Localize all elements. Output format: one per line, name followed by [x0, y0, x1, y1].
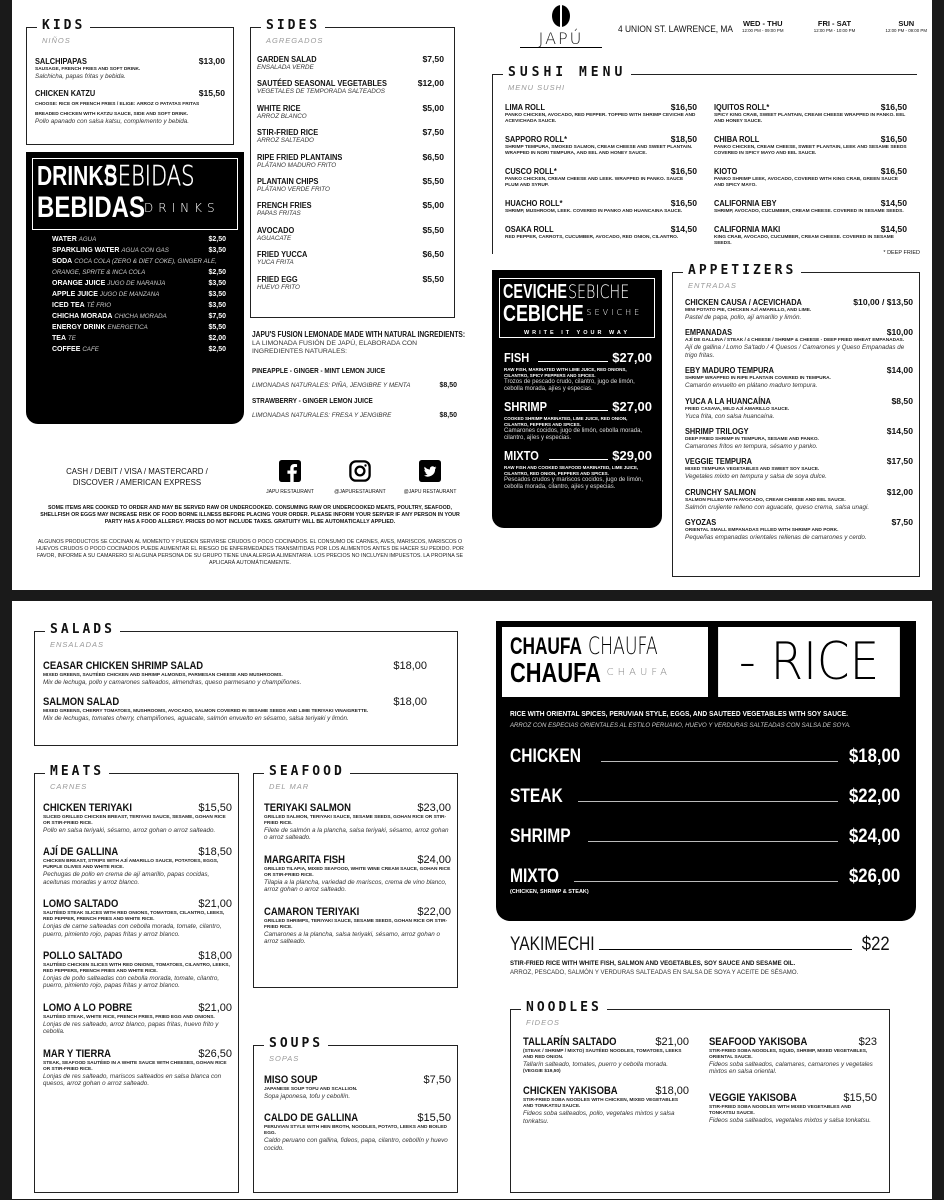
kids-subtitle: NIÑOS — [42, 36, 71, 45]
sides-title: SIDES — [261, 19, 325, 33]
drinks-list — [52, 234, 226, 355]
ceviche-title-2: CEBICHE — [503, 300, 584, 326]
menu-item: STEAK $22,00 — [510, 786, 900, 807]
facebook-icon — [279, 460, 301, 482]
menu-item: LOMO SALTADO $21,00 SAUTÉED STEAK SLICES WITH RED ONIONS, TOMATOES, CILANTRO, LEEKS, RED PEPPER, FRENCH FRIES AND WHITE RICE. Lonjas de carne salteadas con cebolla morada, tomate, cilantro, puerro, pimiento rojo, papas fritas y arroz blanco. — [43, 898, 232, 938]
deep-fried-note: * DEEP FRIED — [883, 250, 920, 256]
menu-item: CHIBA ROLL $16,50 PANKO CHICKEN, CREAM CHEESE, SWEET PLANTAIN, LEEK AND SESAME SEEDS COVERED IN SPICY MAYO AND EEL SAUCE. — [714, 134, 907, 156]
lemonade-section — [252, 330, 466, 420]
seafood-section — [253, 764, 458, 988]
menu-item: MIXTO $29,00 RAW FISH AND COOKED SEAFOOD MARINATED, LIME JUICE, CILANTRO, RED ONION, PEPPERS AND SPICES. Pescados crudos y mariscos cocidos, jugo de limón, cebolla morada, cilantro, ajíes y especias. — [504, 448, 652, 490]
drink-row: APPLE JUICE JUGO DE MANZANA $3,50 — [52, 291, 226, 298]
menu-item: MIXTO $26,00 — [510, 866, 900, 887]
drink-row: ORANGE, SPRITE & INCA COLA $2,50 — [52, 269, 226, 276]
ceviche-section — [492, 270, 662, 528]
menu-item: POLLO SALTADO $18,00 SAUTÉED CHICKEN SLICES WITH RED ONIONS, TOMATOES, CILANTRO, LEEKS, RED PEPPERS, FRENCH FRIES AND WHITE RICE. Lonjas de pollo salteadas con cebolla morada, tomate, cilantro, puerro, pimiento rojo, papas fritas y arroz blanco. — [43, 950, 232, 990]
menu-item: PLANTAIN CHIPS $5,50 PLÁTANO VERDE FRITO — [257, 176, 444, 194]
menu-item: AVOCADO $5,50 AGUACATE — [257, 224, 444, 242]
chaufa-list — [510, 746, 900, 895]
drinks-title-2-alt: DRINKS — [144, 201, 220, 215]
yakimechi-item: YAKIMECHI $22 STIR-FRIED RICE WITH WHITE FISH, SALMON AND VEGETABLES, SOY SAUCE AND SESAME OIL. ARROZ, PESCADO, SALMÓN Y VERDURAS SALTEADAS EN SALSA DE SOYA Y ACEITE DE SÉSAMO. — [510, 934, 890, 976]
menu-item: CALDO DE GALLINA $15,50 PERUVIAN STYLE WITH HEN BROTH, NOODLES, POTATO, LEEKS AND BOILED EGG. Caldo peruano con gallina, fideos, papa, cilantro, cebollín y huevo cocido. — [264, 1112, 451, 1152]
ceviche-list — [504, 350, 652, 491]
appetizers-section — [672, 263, 920, 577]
social-twitter[interactable]: @JAPU RESTAURANT — [400, 460, 460, 495]
menu-item: MARGARITA FISH $24,00 GRILLED TILAPIA, MIXED SEAFOOD, WHITE WINE CREAM SAUCE, GOHAN RICE OR STIR-FRIED RICE. Tilapia a la plancha, variedad de mariscos, crema de vino blanco, arroz gohan o arroz salteado. — [264, 853, 451, 894]
mixto-note: (CHICKEN, SHRIMP & STEAK) — [510, 889, 589, 895]
menu-item: MISO SOUP $7,50 JAPANESE SOUP TOFU AND SCALLION. Sopa japonesa, tofu y cebollín. — [264, 1074, 451, 1100]
chaufa-section — [496, 621, 916, 921]
opening-hours — [742, 19, 927, 33]
menu-item: LOMO A LO POBRE $21,00 SAUTÉED STEAK, WHITE RICE, FRENCH FRIES, FRIED EGG AND ONIONS. Lonjas de res salteado, arroz blanco, papas fritas, huevo frito y cebolla. — [43, 1001, 232, 1036]
menu-item: FRIED YUCCA $6,50 YUCA FRITA — [257, 249, 444, 267]
menu-item: CALIFORNIA MAKI $14,50 KING CRAB, AVOCADO, CUCUMBER, CREAM CHEESE. COVERED IN SESAME SEEDS. — [714, 224, 907, 246]
drink-row: ICED TEA TÉ FRIO $3,50 — [52, 302, 226, 309]
appetizers-subtitle: ENTRADAS — [688, 281, 737, 290]
menu-item: EMPANADAS $10,00 AJÍ DE GALLINA / STEAK / 4 CHEESE / SHRIMP & CHEESE - DEEP FRIED WHEAT EMPANADAS. Ají de gallina / Lomo Sa'tado / 4 Quesos / Camarones y Queso Empanadas de trigo fritas. — [685, 327, 913, 359]
chaufa-description: RICE WITH ORIENTAL SPICES, PERUVIAN STYLE, EGGS, AND SAUTEED VEGETABLES WITH SOY SAUCE. — [510, 709, 849, 718]
menu-item: SEAFOOD YAKISOBA $23 STIR-FRIED SOBA NOODLES, SQUID, SHRIMP, MIXED VEGETABLES, ORIENTAL SAUCE. Fideos soba salteados, calamares, camarones y vegetales mixtos en salsa oriental. — [709, 1036, 877, 1076]
logo-mark-icon — [551, 4, 571, 28]
menu-item: SHRIMP $27,00 COOKED SHRIMP MARINATED, LIME JUICE, RED ONION, CILANTRO, PEPPERS AND SPICES. Camarones cocidos, jugo de limón, cebolla morada, cilantro, ajíes y especias. — [504, 399, 652, 441]
seafood-subtitle: DEL MAR — [269, 782, 310, 791]
ceviche-tagline: WRITE IT YOUR WAY — [523, 330, 630, 336]
seafood-title: SEAFOOD — [264, 765, 350, 779]
drink-row: ENERGY DRINK ENERGETICA $5,50 — [52, 324, 226, 331]
menu-item: CHICKEN TERIYAKI $15,50 SLICED GRILLED CHICKEN BREAST, TERIYAKI SAUCE, SESAME, GOHAN RICE OR STIR-FRIED RICE. Pollo en salsa teriyaki, sésamo, arroz gohan o arroz salteado. — [43, 802, 232, 834]
menu-item: CALIFORNIA EBY $14,50 SHRIMP, AVOCADO, CUCUMBER, CREAM CHEESE. COVERED IN SESAME SEEDS. — [714, 198, 907, 214]
menu-item: SALCHIPAPAS $13,00 SAUSAGE, FRENCH FRIES AND SOFT DRINK. Salchicha, papas fritas y bebida. — [35, 56, 225, 80]
drink-row: CHICHA MORADA CHICHA MORADA $7,50 — [52, 313, 226, 320]
menu-item: AJÍ DE GALLINA $18,50 CHICKEN BREAST, STRIPS WITH AJÍ AMARILLO SAUCE, POTATOES, EGGS, PURPLE OLIVES AND WHITE RICE. Pechugas de pollo en crema de ají amarillo, papas cocidas, aceitunas moradas y arroz blanco. — [43, 846, 232, 886]
salads-title: SALADS — [45, 623, 120, 637]
social-facebook[interactable]: JAPU RESTAURANT — [260, 460, 320, 495]
menu-item: WHITE RICE $5,00 ARROZ BLANCO — [257, 102, 444, 120]
drinks-title-2: BEBIDAS — [37, 191, 146, 224]
ceviche-title-2-alt: SEVICHE — [586, 308, 643, 317]
menu-item: SAUTÉED SEASONAL VEGETABLES $12,00 VEGETALES DE TEMPORADA SALTEADOS — [257, 78, 444, 96]
meats-subtitle: CARNES — [50, 782, 88, 791]
menu-item: RIPE FRIED PLANTAINS $6,50 PLÁTANO MADURO FRITO — [257, 151, 444, 169]
drink-row: ORANGE JUICE JUGO DE NARANJA $3,50 — [52, 280, 226, 287]
meats-title: MEATS — [45, 765, 109, 779]
menu-item: FISH $27,00 RAW FISH, MARINATED WITH LIME JUICE, RED ONIONS, CILANTRO, SPICY PEPPERS AND SPICES. Trozos de pescado crudo, cilantro, jugo de limón, cebolla morada, ajíes y especias. — [504, 350, 652, 392]
menu-item: OSAKA ROLL $14,50 RED PEPPER, CARROTS, CUCUMBER, AVOCADO, RED ONION, CILANTRO. — [505, 224, 697, 240]
instagram-icon — [349, 460, 371, 482]
chaufa-header: CHAUFA CHAUFA CHAUFA CHAUFA — [502, 627, 708, 697]
menu-item: CHICKEN KATZU $15,50 CHOOSE: RICE OR FRENCH FRIES / ELIGE: ARROZ O PATATAS FRITAS BREADED CHICKEN WITH KATZU SAUCE, SIDE AND SOFT DRINK. Pollo apanado con salsa katsu, complemento y bebida. — [35, 88, 225, 126]
kids-title: KIDS — [37, 19, 90, 33]
menu-item: TALLARÍN SALTADO $21,00 (STEAK / SHRIMP / MIXTO) SAUTÉED NOODLES, TOMATOES, LEEKS AND RED ONION. Tallarín salteado, tomates, puerro y cebolla morada. (VEGGIE $19,50) — [523, 1036, 689, 1075]
ceviche-title-alt: SEBICHE — [567, 281, 630, 303]
menu-item: CRUNCHY SALMON $12,00 SALMON FILLED WITH AVOCADO, CREAM CHEESE AND EEL SAUCE. Salmón crujiente relleno con aguacate, queso crema, salsa unagi. — [685, 486, 913, 511]
social-instagram[interactable]: @JAPURESTAURANT — [330, 460, 390, 495]
kids-section — [26, 18, 234, 145]
sushi-subtitle: MENU SUSHI — [508, 83, 566, 92]
ceviche-title: CEVICHE — [503, 281, 568, 303]
rice-title: - RICE — [718, 627, 900, 697]
menu-item: STRAWBERRY - GINGER LEMON JUICE LIMONADAS NATURALES: FRESA Y JENGIBRE $8,50 — [252, 396, 457, 420]
appetizers-title: APPETIZERS — [683, 264, 801, 278]
soups-section — [253, 1036, 458, 1193]
sushi-title: SUSHI MENU — [503, 66, 631, 80]
disclaimer-es: ALGUNOS PRODUCTOS SE COCINAN AL MOMENTO Y PUEDEN SERVIRSE CRUDOS O POCO COCINADOS. EL CONSUMO DE CARNES, AVES, MARISCOS, MARISCOS O HUEVOS CRUDOS O POCO COCINADOS PUEDE AUMENTAR EL RIESGO DE ENFERMEDADES TRANSMITIDAS POR LOS ALIMENTOS ANTES DE HACER SU PEDIDO. POR FAVOR, INFORME A SU CAMARERO SI ALGUNA PERSONA DE SU GRUPO TIENE UNA ALERGIA ALIMENTARIA. LOS PRECIOS NO INCLUYEN IMPUESTOS. LA PROPINA SE APLICARÁ AUTOMÁTICAMENTE. — [36, 539, 464, 566]
menu-item: HUACHO ROLL* $16,50 SHRIMP, MUSHROOM, LEEK. COVERED IN PANKO AND HUANCAINA SAUCE. — [505, 198, 697, 214]
hours-block: SUN 12:00 PM - 09:00 PM — [885, 19, 927, 33]
soups-subtitle: SOPAS — [269, 1054, 300, 1063]
hours-block: WED - THU 12:00 PM - 09:00 PM — [742, 19, 784, 33]
menu-item: FRIED EGG $5,50 HUEVO FRITO — [257, 273, 444, 291]
disclaimer-en: SOME ITEMS ARE COOKED TO ORDER AND MAY BE SERVED RAW OR UNDERCOOKED. CONSUMING RAW OR UNDERCOOKED MEATS, POULTRY, SEAFOOD, SHELLFISH OR EGGS MAY INCREASE RISK OF FOOD BORNE ILLNESS BEFORE PLACING YOUR ORDER. PLEASE INFORM YOUR SERVER IF ANY PERSON IN YOUR PARTY HAS A FOOD ALLERGY. PRICES DO NOT INCLUDE TAXES. GRATUITY WILL BE AUTOMATICALLY APPLIED. — [40, 505, 460, 525]
noodles-section — [510, 1000, 890, 1193]
sushi-right-column — [714, 102, 907, 252]
social-links — [260, 460, 460, 495]
soups-title: SOUPS — [264, 1037, 328, 1051]
menu-item: TERIYAKI SALMON $23,00 GRILLED SALMON, TERIYAKI SAUCE, SESAME SEEDS, GOHAN RICE OR STIR-FRIED RICE. Filete de salmón a la plancha, salsa teriyaki, sésamo, arroz gohan o arroz salteado. — [264, 802, 451, 842]
drinks-section — [26, 152, 244, 424]
menu-item: EBY MADURO TEMPURA $14,00 SHRIMP WRAPPED IN RIPE PLANTAIN COVERED IN TEMPURA. Camarón envuelto en plátano maduro tempura. — [685, 365, 913, 390]
menu-item: CEASAR CHICKEN SHRIMP SALAD $18,00 MIXED GREENS, SAUTÉED CHICKEN AND SHRIMP ALMONDS, PARMESAN CHEESE AND MUSHROOMS. Mix de lechuga, pollo y camarones salteados, almendras, queso parmesano y champiñones. — [43, 660, 427, 686]
sides-subtitle: AGREGADOS — [266, 36, 324, 45]
menu-item: PINEAPPLE - GINGER - MINT LEMON JUICE LIMONADAS NATURALES: PIÑA, JENGIBRE Y MENTA $8,50 — [252, 366, 457, 389]
sushi-left-column — [505, 102, 697, 246]
menu-item: CHICKEN CAUSA / ACEVICHADA $10,00 / $13,50 MINI POTATO PIE, CHICKEN AJÍ AMARILLO, AND LIME. Pastel de papa, pollo, ají amarillo y limón. — [685, 297, 913, 321]
menu-item: IQUITOS ROLL* $16,50 SPICY KING CRAB, SWEET PLANTAIN, CREAM CHEESE WRAPPED IN PANKO. EEL AND HONEY SAUCE. — [714, 102, 907, 124]
menu-item: FRENCH FRIES $5,00 PAPAS FRITAS — [257, 200, 444, 218]
menu-item: STIR-FRIED RICE $7,50 ARROZ SALTEADO — [257, 127, 444, 145]
noodles-subtitle: FIDEOS — [526, 1018, 560, 1027]
drink-row: COFFEE CAFE $2,50 — [52, 346, 226, 353]
lemonade-subtitle: LA LIMONADA FUSIÓN DE JAPÚ, ELABORADA CON INGREDIENTES NATURALES: — [252, 340, 418, 355]
menu-item: GARDEN SALAD $7,50 ENSALADA VERDE — [257, 54, 444, 71]
menu-item: SALMON SALAD $18,00 MIXED GREENS, CHERRY TOMATOES, MUSHROOMS, AVOCADO, SALMON COVERED IN SESAME SEEDS AND LIME TERIYAKI VINAIGRETTE. Mix de lechugas, tomates cherry, champiñones, aguacate, salmón envuelto en sésamo, salsa teriyaki y limón. — [43, 696, 427, 723]
menu-page-2 — [12, 601, 932, 1199]
menu-item: CAMARON TERIYAKI $22,00 GRILLED SHRIMPS, TERIYAKI SAUCE, SESAME SEEDS, GOHAN RICE OR STIR-FRIED RICE. Camarones a la plancha, salsa teriyaki, sésamo, arroz gohan o arroz salteado. — [264, 905, 451, 946]
menu-item: KIOTO $16,50 PANKO SHRIMP LEEK, AVOCADO, COVERED WITH KING CRAB, GREEN SAUCE AND SPICY MAYO. — [714, 166, 907, 188]
drink-row: TEA TE $2,00 — [52, 335, 226, 342]
hours-block: FRI - SAT 12:00 PM - 10:00 PM — [813, 19, 856, 33]
twitter-icon — [419, 460, 441, 482]
sides-section — [250, 18, 455, 318]
menu-item: CHICKEN $18,00 — [510, 746, 900, 767]
menu-item: VEGGIE TEMPURA $17,50 MIXED TEMPURA VEGETABLES AND SWEET SOY SAUCE. Vegetales mixto en tempura y salsa de soya dulce. — [685, 456, 913, 481]
payment-methods: CASH / DEBIT / VISA / MASTERCARD / DISCOVER / AMERICAN EXPRESS — [66, 466, 208, 487]
drink-row: SODA COCA COLA (ZERO & DIET COKE), GINGER ALE, — [52, 258, 217, 265]
drinks-title: DRINKS — [37, 160, 118, 191]
brand-name: JAPÚ — [520, 31, 602, 48]
menu-item: YUCA A LA HUANCAÍNA $8,50 FRIED CASAVA, MILD AJÍ AMARILLO SAUCE. Yuca frita, con salsa huancaína. — [685, 395, 913, 420]
salads-subtitle: ENSALADAS — [50, 640, 105, 649]
menu-item: LIMA ROLL $16,50 PANKO CHICKEN, AVOCADO, RED PEPPER. TOPPED WITH SHRIMP CEVICHE AND ACEVICHADA SAUCE. — [505, 102, 697, 124]
menu-item: CHICKEN YAKISOBA $18,00 STIR-FRIED SOBA NOODLES WITH CHICKEN, MIXED VEGETABLES AND TONKATSU SAUCE. Fideos soba salteados, pollo, vegetales mixtos y salsa tonkatsu. — [523, 1085, 689, 1125]
menu-item: MAR Y TIERRA $26,50 STEAK, SEAFOOD SAUTÉED IN A WHITE SAUCE WITH CHEESES, GOHAN RICE OR STIR-FRIED RICE. Lonjas de res salteado, mariscos salteados en salsa blanca con quesos, arroz gohan o arroz salteado. — [43, 1047, 232, 1088]
brand-address: 4 UNION ST. LAWRENCE, MA — [618, 24, 733, 34]
menu-item: SHRIMP TRILOGY $14,50 DEEP FRIED SHRIMP IN TEMPURA, SESAME AND PANKO. Camarones fritos en tempura, sésamo y panko. — [685, 426, 913, 451]
noodles-right-column — [709, 1036, 877, 1129]
salads-section — [34, 622, 458, 746]
menu-item: CUSCO ROLL* $16,50 PANKO CHICKEN, CREAM CHEESE AND LEEK. WRAPPED IN PANKO. SAUCE PLUM AND SYRUP. — [505, 166, 697, 188]
menu-item: GYOZAS $7,50 ORIENTAL SMALL EMPANADAS FILLED WITH SHRIMP AND PORK. Pequeñas empanadas orientales rellenas de camarones y cerdo. — [685, 517, 913, 542]
drink-row: SPARKLING WATER AGUA CON GAS $3,50 — [52, 247, 226, 254]
noodles-title: NOODLES — [521, 1001, 607, 1015]
menu-page-1 — [12, 0, 932, 590]
brand-logo — [516, 4, 606, 48]
drink-row: WATER AGUA $2,50 — [52, 236, 226, 243]
chaufa-description-es: ARROZ CON ESPECIAS ORIENTALES AL ESTILO PERUANO, HUEVO Y VERDURAS SALTEADAS CON SALSA DE SOYA. — [510, 722, 851, 729]
noodles-left-column — [523, 1036, 689, 1130]
meats-section — [34, 764, 239, 1193]
drinks-title-alt: BEBIDAS — [104, 159, 195, 192]
sushi-section — [492, 65, 917, 254]
menu-item: SHRIMP $24,00 — [510, 826, 900, 847]
lemonade-title: JAPU'S FUSION LEMONADE MADE WITH NATURAL INGREDIENTS: — [252, 330, 466, 339]
menu-item: VEGGIE YAKISOBA $15,50 STIR-FRIED SOBA NOODLES WITH MIXED VEGETABLES AND TONKATSU SAUCE. Fideos soba salteados, vegetales mixtos y salsa tonkatsu. — [709, 1091, 877, 1124]
menu-item: SAPPORO ROLL* $18,50 SHRIMP TEMPURA, SMOKED SALMON, CREAM CHEESE AND SWEET PLANTAIN. WRAPPED IN NORI TEMPURA, AND EEL AND HONEY SAUCE. — [505, 134, 697, 156]
